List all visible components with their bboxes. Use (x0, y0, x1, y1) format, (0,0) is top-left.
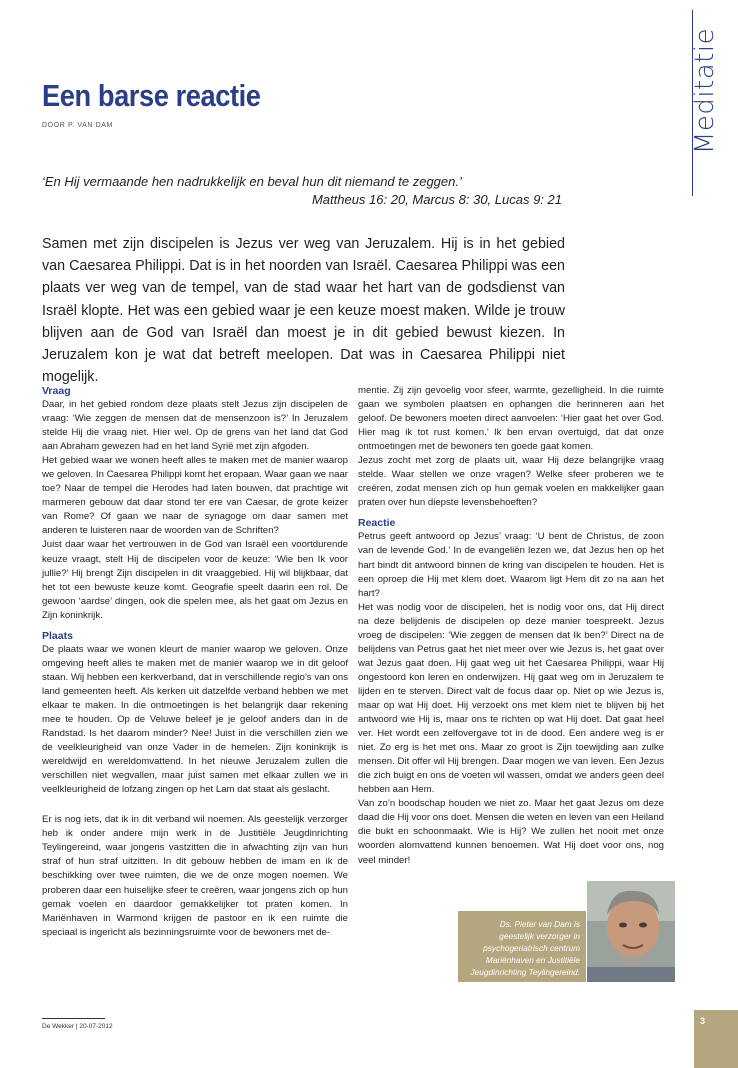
heading-plaats: Plaats (42, 629, 73, 642)
left-column (42, 384, 348, 940)
section-label: Meditatie (690, 27, 720, 155)
heading-vraag: Vraag (42, 385, 71, 397)
author-caption (458, 911, 586, 982)
heading-reactie: Reactie (358, 517, 396, 530)
paragraph: Jezus zocht met zorg de plaats uit, waar Hij deze belangrijke vraag stelde. Waar stellen we onze vragen? Welke sfeer proberen we te creëren, zodat mensen zich op hun gemak voelen en makkelijker gaan praten over hun diepste levensbehoeften? (358, 455, 664, 509)
paragraph: Juist daar waar het vertrouwen in de God van Israël een voortdurende keuze vraagt, stelt Hij de discipelen voor de keuze: ‘Wie ben Ik voor jullie?’ Hij brengt Zijn discipelen in dit vraaggebied. Hij wil blijkbaar, dat het tot een bewuste keuze komt. Geografie speelt daarin een rol. De gewoon ‘aardse’ dingen, ook die spelen mee, als het gaat om Jezus en Zijn koninkrijk. (42, 539, 348, 621)
caption-line: Mariënhaven en Justitiële (485, 955, 580, 965)
byline: DOOR P. VAN DAM (42, 122, 113, 129)
paragraph: Van zo’n boodschap houden we niet zo. Maar het gaat Jezus om deze daad die Hij voor ons doet. Mensen die weten en leven van een Heiland die bukt en schoonmaakt. Wie is Hij? We zullen het nooit met onze woorden alomvattend kunnen benoemen. Wat Hij doet voor ons, nog veel minder! (358, 798, 664, 866)
intro-paragraph: Samen met zijn discipelen is Jezus ver weg van Jeruzalem. Hij is in het gebied van Caesarea Philippi. Dat is in het noorden van Israël. Caesarea Philippi was een plaats ver weg van de tempel, van de stad waar het hart van de godsdienst van Israël klopte. Het was een gebied waar je een keuze moest maken. Wilde je trouw blijven aan de God van Israël dan moest je in dit gebied bewust kiezen. In Jeruzalem kon je wat dat betreft meelopen. Dat was in Caesarea Philippi niet mogelijk. (42, 236, 565, 386)
paragraph: Er is nog iets, dat ik in dit verband wil noemen. Als geestelijk verzorger heb ik onder andere mijn werk in de Justitiële Jeugdinrichting Teylingereind, waar jongens vastzitten die in afwachting zijn van hun straf of hun straf uitzitten. In dit gebouw hebben de imam en ik de beschikking over twee ruimten, die we de onze mogen noemen. We proberen daar een huiselijke sfeer te creëren, waar jongens zich op hun gemak voelen en daardoor gemakkelijker tot praten komen. In Mariënhaven in Warmond krijgen de pastoor en ik een ruimte die speciaal is ingericht als bezinningsruimte voor de bewoners met de- (42, 814, 348, 938)
article-title: Een barse reactie (42, 78, 261, 113)
caption-line: geestelijk verzorger in (499, 931, 580, 941)
caption-line: Ds. Pieter van Dam is (499, 919, 580, 929)
paragraph: Het was nodig voor de discipelen, het is nodig voor ons, dat Hij direct na deze belijdenis de discipelen op deze manier toespreekt. Jezus vroeg de discipelen: ‘Wie zeggen de mensen dat Ik ben?’ Direct na de belijdens van Petrus gaat het niet meer over wie Jezus is, het gaat over wat Jezus gaat doen. Hij gaat weg uit het Caesarea Philippi, waar Hij ongestoord kon leren en onderwijzen. Hij gaat weg om in Jeruzalem te lijden en te sterven. Direct valt de focus daar op. Niet op wie Jezus is, maar op wat Hij doet. Hij verzoekt ons met klem niet te blijven bij het antwoord wie Hij is, maar ons te richten op wat Hij doet. Dat gaat heel ver. Het wordt een zelfovergave tot in de dood. Een andere weg is er niet. Zo erg is het met ons. Maar zo groot is Zijn toewijding aan zulke mensen. Dit offer wil Hij brengen. Daar mogen we van leven. Een Jezus die zich buigt en ons de voeten wil wassen, omdat we anders geen deel hebben aan Hem. (358, 601, 664, 796)
author-portrait-icon (587, 881, 675, 982)
caption-line: psychogeriatrisch centrum (483, 943, 580, 953)
footer-rule (42, 1018, 105, 1019)
footer-publication: De Wekker | 20-07-2012 (42, 1023, 113, 1030)
quote-text: ‘En Hij vermaande hen nadrukkelijk en beval hun dit niemand te zeggen.’ (42, 174, 462, 189)
paragraph: Petrus geeft antwoord op Jezus’ vraag: ‘U bent de Christus, de zoon van de levende God.’ In de evangeliën lezen we, dat Jezus hen op het hart bindt dit antwoord binnen de kring van discipelen te houden. Het is een oproep die Hij met klem doet. Waarom ligt Hem dit zo na aan het hart? (358, 531, 664, 599)
paragraph: mentie. Zij zijn gevoelig voor sfeer, warmte, gezelligheid. In die ruimte gaan we symbolen plaatsen en ophangen die herinneren aan het geloof. De bewoners moeten direct aanvoelen: ‘Hier gaat het over God. Hier mag ik tot rust komen.’ Ik ben ervan overtuigd, dat dat onze ontmoetingen met de bewoners ten goede gaat komen. (358, 385, 664, 453)
caption-line: Jeugdinrichting Teylingereind. (470, 967, 580, 977)
paragraph: Daar, in het gebied rondom deze plaats stelt Jezus zijn discipelen de vraag: ‘Wie zeggen de mensen dat de mensenzoon is?’ In Jeruzalem stelde Hij die vraag niet. Hier wel. Op de grens van het land dat God aan Abraham gewezen had en het land Syrië met zijn afgoden. (42, 399, 348, 453)
paragraph: Het gebied waar we wonen heeft alles te maken met de manier waarop we geloven. In Caesarea Philippi komt het eropaan. Waar gaan we naar toe? Naar de tempel die Herodes had laten bouwen, dat prachtige wit marmeren gebouw dat daar stond ter ere van Caesar, de grote keizer van Rome? Of gaan we naar de synagoge om daar samen met anderen te luisteren naar de woorden van de Schriften? (42, 455, 348, 537)
quote-reference: Mattheus 16: 20, Marcus 8: 30, Lucas 9: 21 (311, 192, 562, 207)
author-photo (587, 881, 675, 982)
bible-quote (42, 173, 562, 209)
paragraph: De plaats waar we wonen kleurt de manier waarop we geloven. Onze omgeving heeft alles te maken met de manier waarop we in dit geloof staan. Wij hebben een kerkverband, dat in verschillende regio’s van ons land gemeenten heeft. Als kerken uit datzelfde verband hebben we met elkaar te maken. In die ontmoetingen is het belangrijk daar rekening mee te houden. Op de Veluwe beleef je je geloof anders dan in de Randstad. Is het daarom minder? Nee! Juist in die verschillen zien we de veelkleurigheid van onze Vader in de hemelen. Zijn koninkrijk is wereldwijd en wereldomvattend. In het nieuwe Jeruzalem zullen die verschillen niet wegvallen, maar juist samen met elkaar zullen we in veelkleurigheid de lofzang zingen op het Lam dat staat als geslacht. (42, 643, 348, 796)
page-number: 3 (700, 1016, 706, 1026)
right-column (358, 384, 664, 868)
